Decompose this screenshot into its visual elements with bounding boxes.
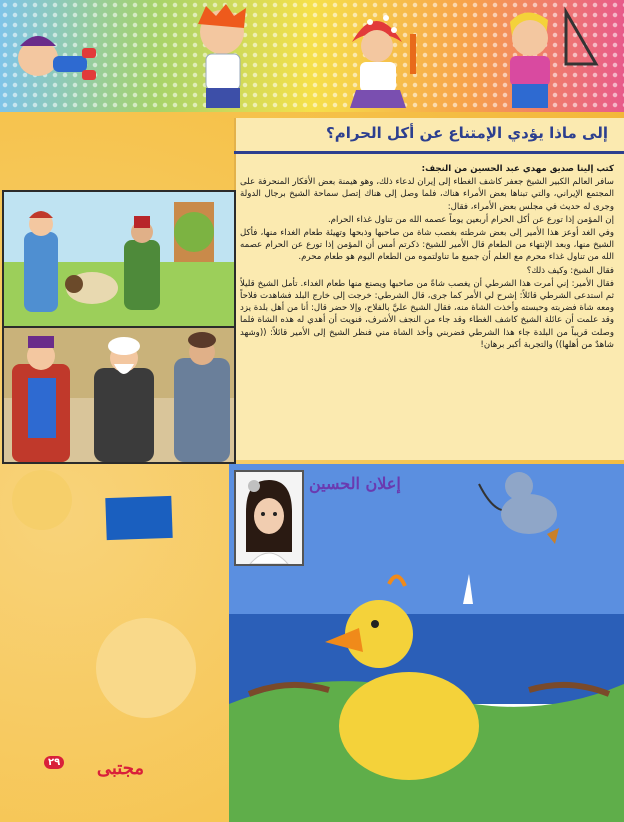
cartoon-girl-headscarf xyxy=(330,4,430,112)
article-title: إلى ماذا يؤدي الإمتناع عن أكل الحرام؟ xyxy=(326,124,608,142)
cartoon-boy-redhair xyxy=(176,2,276,112)
drawing-caption: إعلان الحسين xyxy=(309,474,401,493)
illustration-outdoor-scene xyxy=(2,190,236,328)
child-photo xyxy=(234,470,304,566)
child-portrait xyxy=(236,472,302,564)
article-title-bar xyxy=(234,122,624,156)
magazine-name: مجتبى xyxy=(96,758,144,779)
meeting-scene-art xyxy=(4,328,234,462)
title-underline xyxy=(234,151,624,154)
cartoon-kid-falling xyxy=(8,18,108,98)
outdoor-scene-art xyxy=(4,192,234,326)
illustration-meeting-scene xyxy=(2,326,236,464)
decor-circle xyxy=(12,470,72,530)
article-paragraph: سافر العالم الكبير الشيخ جعفر كاشف الغطاء إلى إيران لدعاء ذلك، وهو هيمنة بعض الأفكار المنحرفة على المجتمع الإيراني، والتي تبناها بعض الأمراء هناك، فلما وصل إلى هناك إتصل سماحة الشيخ برجال الدولة وجرى له حديث في مجلس بعض الأمراء، فقال: xyxy=(240,177,614,212)
magazine-logo xyxy=(44,754,148,788)
article-paragraph: وفي الغد أوعز هذا الأمير إلى بعض شرطته بغصب شاة من صاحبها وذبحها وتهيئة طعام الغداء منها، فأكل الشيخ منها، وبعد الإنتهاء من الطعام قال الأمير للشيخ: ذكرتم أمس أن المؤمن إذا تورع عن الحرام عصمه الله من تناول غذاء محرم مع العلم أن جميع ما تناولتموه من الطعام اليوم هو طعام محرم. xyxy=(240,228,614,263)
article-paragraph: كتب إلينا صديق مهدي عبد الحسين من النجف: xyxy=(421,164,614,174)
blue-label-box xyxy=(105,496,172,540)
article-body xyxy=(240,163,614,461)
decor-circle xyxy=(96,618,196,718)
cartoon-boy-blond xyxy=(470,4,600,112)
article-paragraph: فقال الشيخ: وكيف ذلك؟ xyxy=(526,265,614,276)
cartoon-banner xyxy=(0,0,624,112)
article-paragraph: إن المؤمن إذا تورع عن أكل الحرام أربعين يوماً عصمه الله من تناول غذاء الحرام. xyxy=(327,214,614,225)
article-paragraph: فقال الأمير: إني أمرت هذا الشرطي أن يغصب شاةً من صاحبها ويصنع منها طعام الغداء. تأمل الشيخ قليلاً ثم استدعى الشرطي قائلاً: إشرح لي الأمر كما جرى، قال الشرطي: خرجت إلى خارج البلد فشاهدت فلاحاً ومعه شاة فضربته وحبسته وأخذت الشاة منه، فقال الشيخ عليَّ بالفلاح، وإلا حضر قال: أنا من أهل بلدة يزد وقد علمت أن عائلة الشيخ كاشف الغطاء وقد جاء من النجف الأشرف، فنويت أن أهدي له هذه الشاة فلما وصلت قريباً من البلدة جاء هذا الشرطي فضربني وأخذ الشاة مني فنظر الشيخ إلى الأمير قائلاً: ((وشهد شاهدٌ من أهلها)) والتجربة أكبر برهان! xyxy=(240,278,614,350)
page-number: ٢٩ xyxy=(44,756,64,769)
